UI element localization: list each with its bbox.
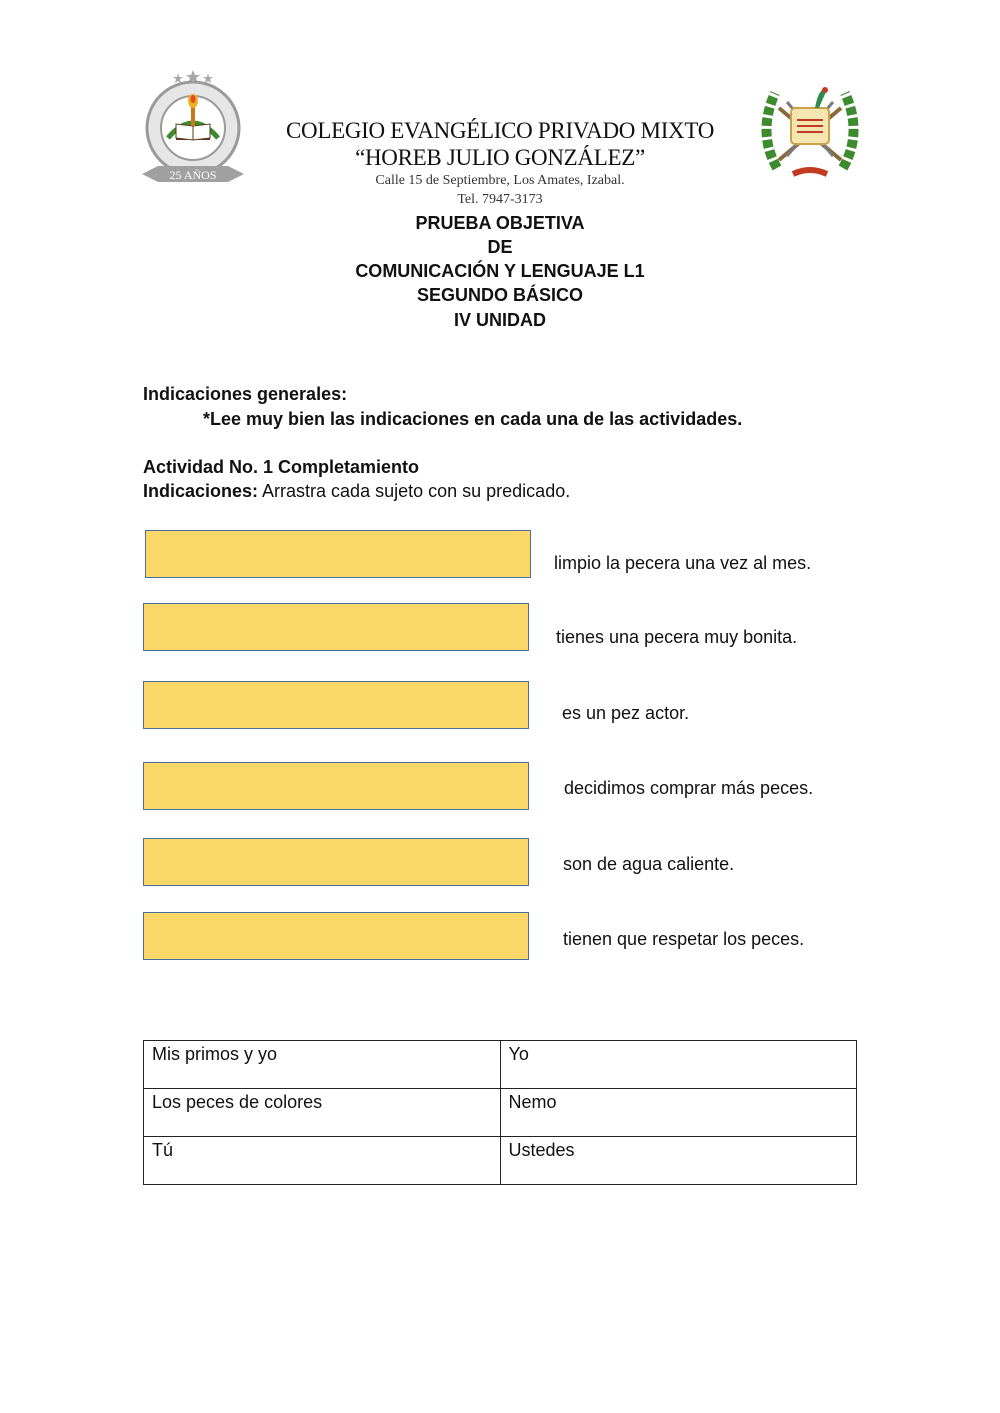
predicate-1: limpio la pecera una vez al mes.: [554, 553, 812, 573]
exam-title-line2: DE: [487, 237, 513, 257]
table-row: [144, 1089, 857, 1137]
predicate-5: son de agua caliente.: [563, 854, 735, 874]
exam-title-line5: IV UNIDAD: [453, 310, 546, 330]
subject-dropzone-4[interactable]: [143, 762, 529, 810]
activity-title: Actividad No. 1 Completamiento: [143, 457, 420, 477]
table-row: [144, 1137, 857, 1185]
subject-dropzone-2[interactable]: [143, 603, 529, 651]
exam-title-line3: COMUNICACIÓN Y LENGUAJE L1: [355, 261, 645, 281]
general-instructions-label: Indicaciones generales:: [143, 384, 348, 404]
subject-option[interactable]: Ustedes: [500, 1137, 857, 1185]
crest-ribbon-text: 25 AÑOS: [169, 168, 217, 182]
activity-instructions-label: Indicaciones:: [143, 481, 259, 501]
predicate-2: tienes una pecera muy bonita.: [556, 627, 798, 647]
table-row: [144, 1041, 857, 1089]
predicate-3: es un pez actor.: [562, 703, 690, 723]
activity-instructions: [143, 481, 570, 502]
subject-dropzone-1[interactable]: [145, 530, 531, 578]
subject-option[interactable]: Mis primos y yo: [144, 1041, 501, 1089]
school-name-line2: “HOREB JULIO GONZÁLEZ”: [355, 145, 645, 170]
subject-dropzone-5[interactable]: [143, 838, 529, 886]
school-address: Calle 15 de Septiembre, Los Amates, Izabal.: [375, 173, 625, 188]
exam-title-line1: PRUEBA OBJETIVA: [415, 213, 585, 233]
activity-instructions-text: Arrastra cada sujeto con su predicado.: [258, 481, 571, 501]
school-name-line1: COLEGIO EVANGÉLICO PRIVADO MIXTO: [285, 118, 715, 143]
school-phone: Tel. 7947-3173: [457, 192, 543, 207]
subject-dropzone-6[interactable]: [143, 912, 529, 960]
predicate-4: decidimos comprar más peces.: [564, 778, 814, 798]
subject-option[interactable]: Nemo: [500, 1089, 857, 1137]
predicate-6: tienen que respetar los peces.: [563, 929, 805, 949]
subject-option[interactable]: Tú: [144, 1137, 501, 1185]
general-instructions-text: *Lee muy bien las indicaciones en cada una de las actividades.: [203, 409, 743, 429]
word-bank-table: [143, 1040, 857, 1185]
exam-title-line4: SEGUNDO BÁSICO: [416, 285, 584, 305]
subject-option[interactable]: Yo: [500, 1041, 857, 1089]
subject-dropzone-3[interactable]: [143, 681, 529, 729]
subject-option[interactable]: Los peces de colores: [144, 1089, 501, 1137]
